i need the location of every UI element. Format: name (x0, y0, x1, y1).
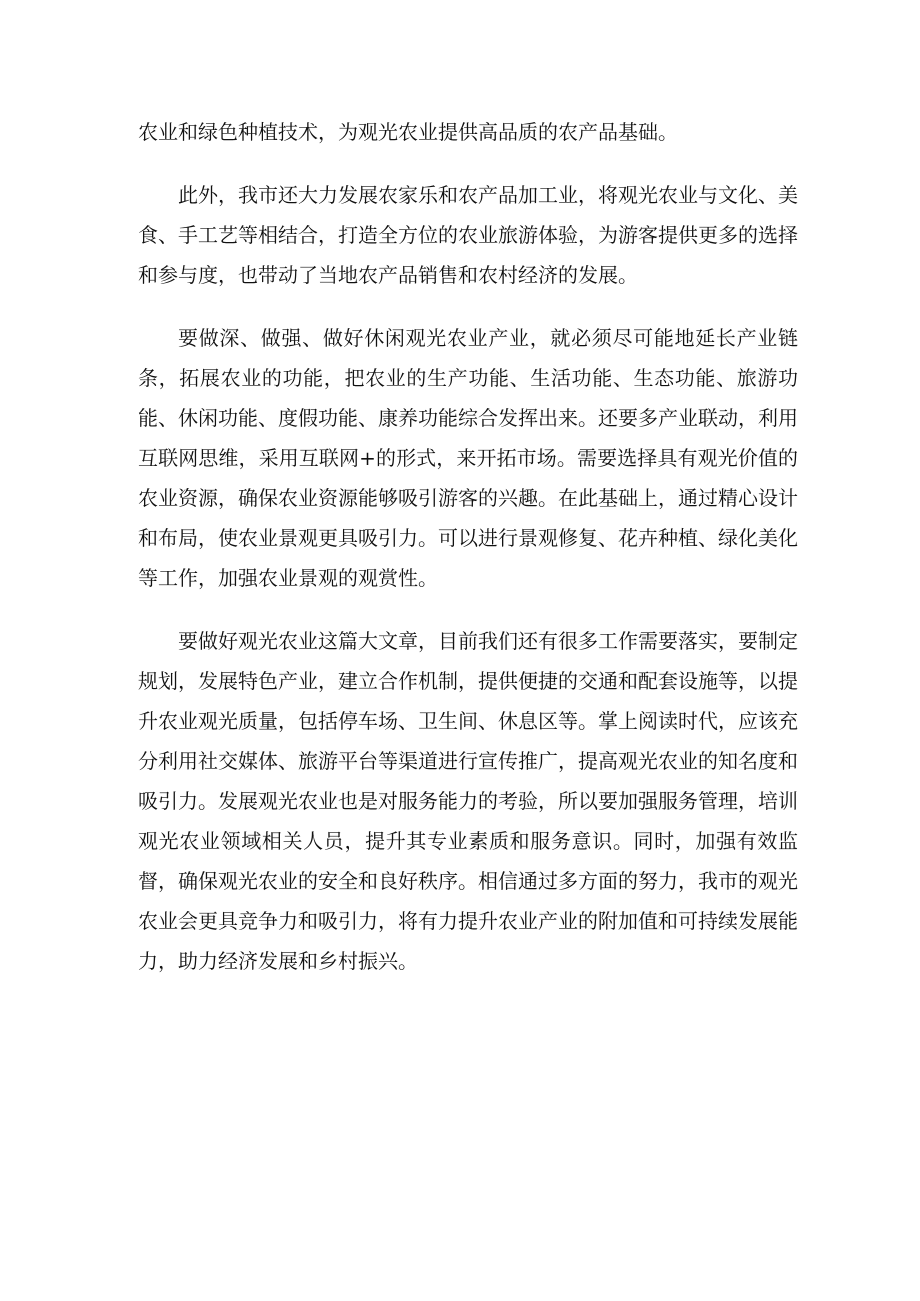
paragraph-agritourism-integration: 此外，我市还大力发展农家乐和农产品加工业，将观光农业与文化、美食、手工艺等相结合，打造全方位的农业旅游体验，为游客提供更多的选择和参与度，也带动了当地农产品销售和农村经济的发展。 (138, 183, 798, 287)
document-body (138, 112, 798, 981)
paragraph-continued: 农业和绿色种植技术，为观光农业提供高品质的农产品基础。 (138, 120, 678, 144)
paragraph-future-work: 要做好观光农业这篇大文章，目前我们还有很多工作需要落实，要制定规划，发展特色产业，建立合作机制，提供便捷的交通和配套设施等，以提升农业观光质量，包括停车场、卫生间、休息区等。掌上阅读时代，应该充分利用社交媒体、旅游平台等渠道进行宣传推广，提高观光农业的知名度和吸引力。发展观光农业也是对服务能力的考验，所以要加强服务管理，培训观光农业领域相关人员，提升其专业素质和服务意识。同时，加强有效监督，确保观光农业的安全和良好秩序。相信通过多方面的努力，我市的观光农业会更具竞争力和吸引力，将有力提升农业产业的附加值和可持续发展能力，助力经济发展和乡村振兴。 (138, 629, 798, 973)
paragraph-industry-chain: 要做深、做强、做好休闲观光农业产业，就必须尽可能地延长产业链条，拓展农业的功能，把农业的生产功能、生活功能、生态功能、旅游功能、休闲功能、度假功能、康养功能综合发挥出来。还要多产业联动，利用互联网思维，采用互联网+的形式，来开拓市场。需要选择具有观光价值的农业资源，确保农业资源能够吸引游客的兴趣。在此基础上，通过精心设计和布局，使农业景观更具吸引力。可以进行景观修复、花卉种植、绿化美化等工作，加强农业景观的观赏性。 (138, 326, 798, 590)
